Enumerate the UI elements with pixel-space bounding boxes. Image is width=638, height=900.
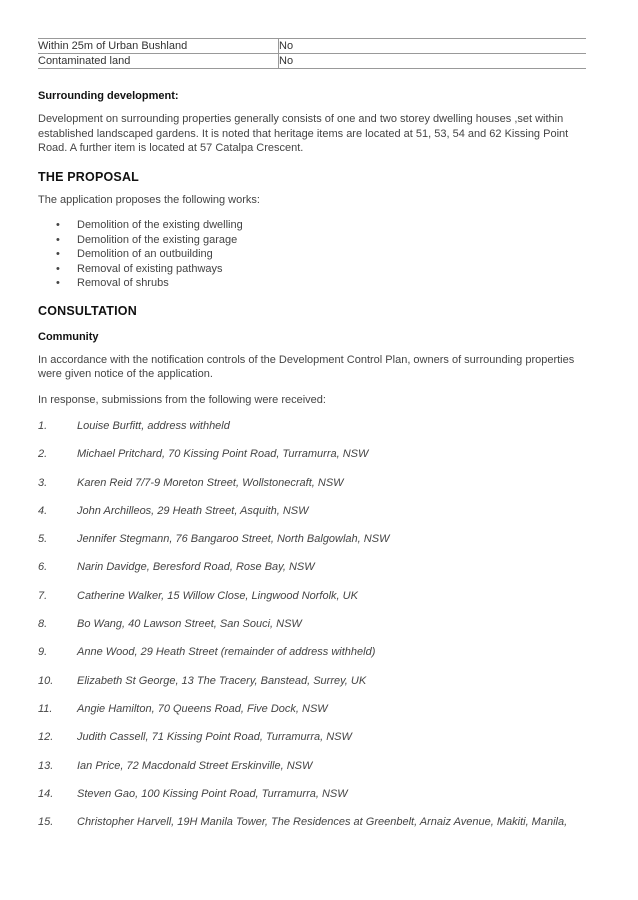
list-item: 10. Elizabeth St George, 13 The Tracery, Banstead, Surrey, UK xyxy=(38,674,367,687)
surrounding-development-text: Development on surrounding properties generally consists of one and two storey dwelling houses ,set within established landscaped gardens. It is noted that heritage items are located at 51, 53, 54 and 62 Kissing Point Road. A further item is located at 57 Catalpa Crescent. xyxy=(38,113,569,154)
table-cell-value: No xyxy=(279,54,587,69)
bullet-icon: • xyxy=(56,248,60,260)
community-heading: Community xyxy=(38,330,99,343)
list-item: • Removal of shrubs xyxy=(56,277,169,289)
list-item: 15. Christopher Harvell, 19H Manila Tower, The Residences at Greenbelt, Arnaiz Avenue, Makiti, Manila, xyxy=(38,816,568,829)
bullet-icon: • xyxy=(56,262,60,275)
submissions-intro: In response, submissions from the following were received: xyxy=(38,393,326,406)
bullet-icon: • xyxy=(56,233,60,246)
site-attributes-table xyxy=(38,38,586,69)
consultation-heading: CONSULTATION xyxy=(38,303,137,318)
bullet-icon: • xyxy=(56,277,60,289)
surrounding-development-heading: Surrounding development: xyxy=(38,90,179,102)
bullet-icon: • xyxy=(56,219,60,231)
document-page xyxy=(38,38,586,843)
list-item: 3. Karen Reid 7/7-9 Moreton Street, Wollstonecraft, NSW xyxy=(38,476,344,489)
list-item: 9. Anne Wood, 29 Heath Street (remainder of address withheld) xyxy=(38,646,376,659)
list-item: 8. Bo Wang, 40 Lawson Street, San Souci, NSW xyxy=(38,618,302,631)
table-cell-value: No xyxy=(279,39,587,54)
list-item: 1. Louise Burfitt, address withheld xyxy=(38,420,230,432)
list-item: 12. Judith Cassell, 71 Kissing Point Road, Turramurra, NSW xyxy=(38,731,352,744)
list-item: 6. Narin Davidge, Beresford Road, Rose Bay, NSW xyxy=(38,561,315,574)
table-row xyxy=(38,54,586,69)
list-item: 7. Catherine Walker, 15 Willow Close, Lingwood Norfolk, UK xyxy=(38,589,358,602)
list-item: 4. John Archilleos, 29 Heath Street, Asquith, NSW xyxy=(38,504,309,517)
list-item: • Demolition of the existing garage xyxy=(56,233,238,246)
table-row xyxy=(38,39,586,54)
list-item: 14. Steven Gao, 100 Kissing Point Road, Turramurra, NSW xyxy=(38,787,348,800)
list-item: 11. Angie Hamilton, 70 Queens Road, Five Dock, NSW xyxy=(38,702,328,715)
submissions-list xyxy=(38,419,586,843)
list-item: 13. Ian Price, 72 Macdonald Street Erskinville, NSW xyxy=(38,759,313,772)
list-item: • Removal of existing pathways xyxy=(56,262,223,275)
list-item: 2. Michael Pritchard, 70 Kissing Point Road, Turramurra, NSW xyxy=(38,448,369,461)
table-cell-label: Within 25m of Urban Bushland xyxy=(38,39,279,54)
list-item: • Demolition of an outbuilding xyxy=(56,248,213,260)
notification-text: In accordance with the notification controls of the Development Control Plan, owners of surrounding properties were given notice of the application. xyxy=(38,353,575,380)
proposal-heading: THE PROPOSAL xyxy=(38,169,140,184)
proposal-intro: The application proposes the following works: xyxy=(38,193,260,206)
proposal-works-list xyxy=(38,218,586,291)
list-item: 5. Jennifer Stegmann, 76 Bangaroo Street, North Balgowlah, NSW xyxy=(38,533,390,546)
table-cell-label: Contaminated land xyxy=(38,54,279,69)
list-item: • Demolition of the existing dwelling xyxy=(56,219,243,231)
